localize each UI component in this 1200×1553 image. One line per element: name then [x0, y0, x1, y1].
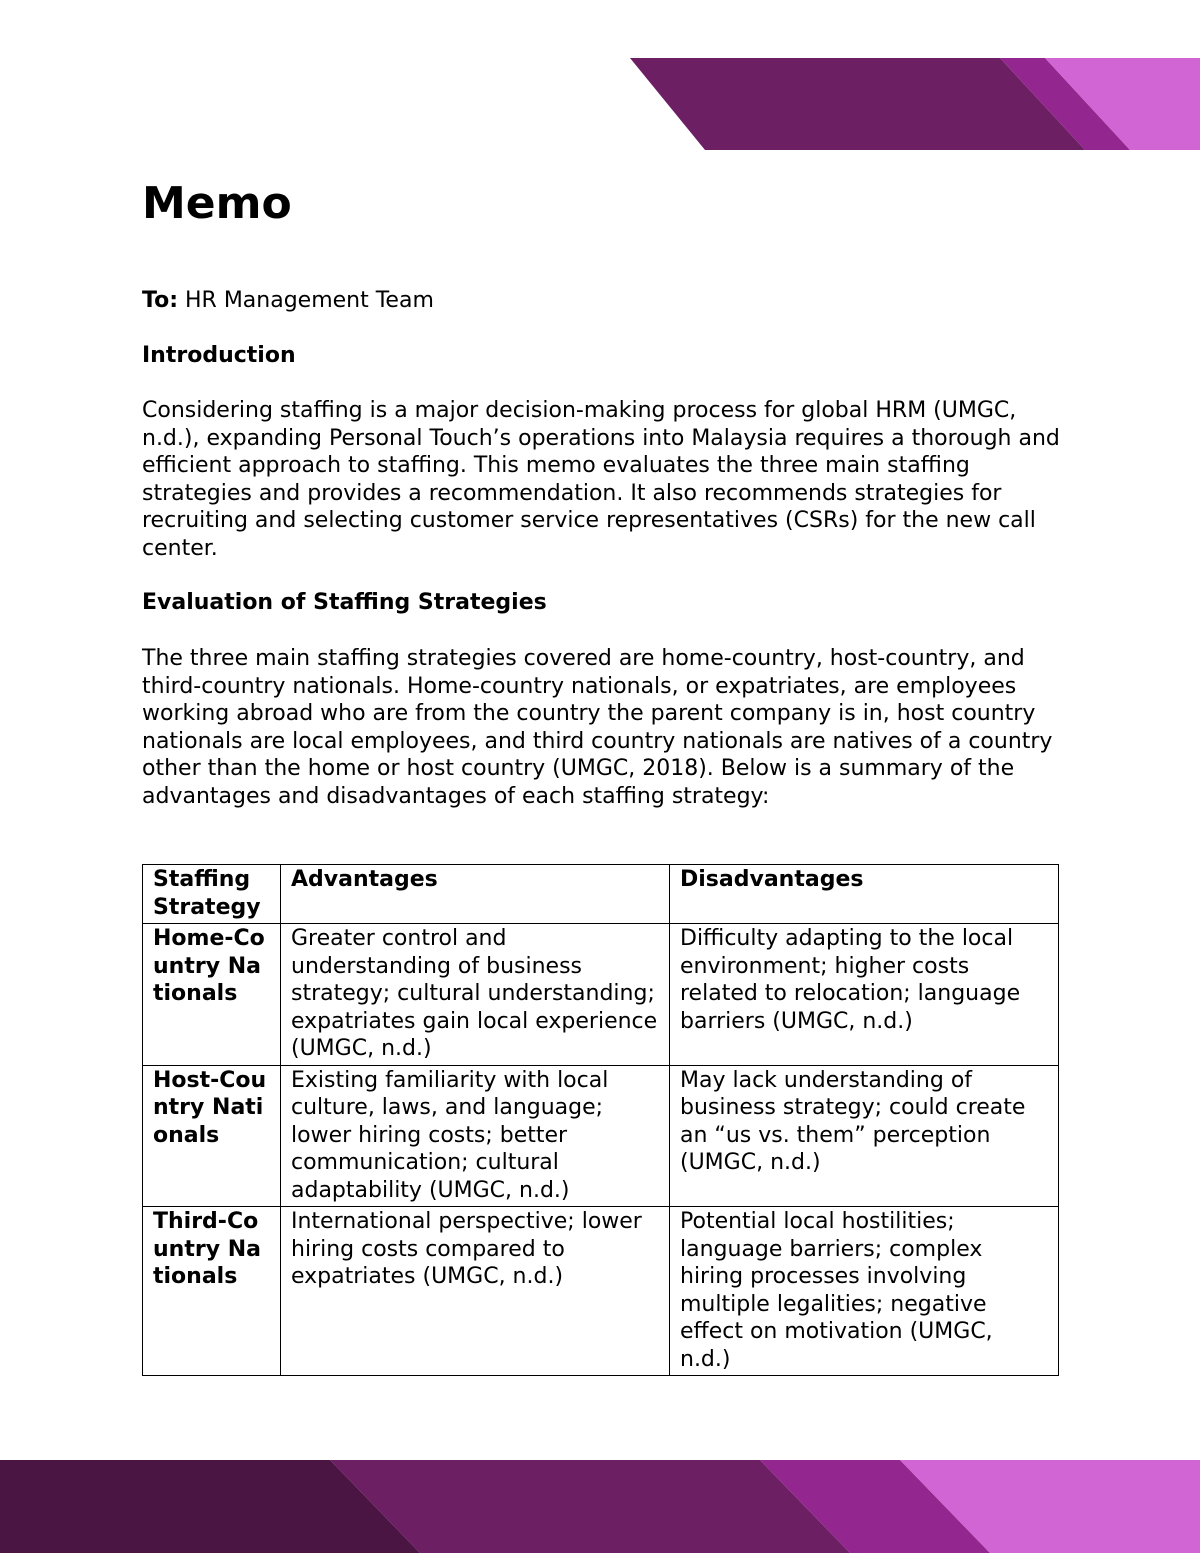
table-row	[143, 1065, 1059, 1207]
advantages-cell: Existing familiarity with local culture, laws, and language; lower hiring costs; better communication; cultural adaptability (UMGC, n.d.)	[281, 1065, 670, 1207]
disadvantages-cell: Difficulty adapting to the local environment; higher costs related to relocation; language barriers (UMGC, n.d.)	[670, 924, 1059, 1066]
to-value: HR Management Team	[178, 288, 434, 313]
staffing-strategies-table	[142, 864, 1059, 1376]
strategy-cell: Host-Country Nationals	[143, 1065, 281, 1207]
header-disadvantages: Disadvantages	[670, 865, 1059, 924]
disadvantages-cell: Potential local hostilities; language barriers; complex hiring processes involving multiple legalities; negative effect on motivation (UMGC, n.d.)	[670, 1207, 1059, 1376]
header-advantages: Advantages	[281, 865, 670, 924]
bottom-band-plum	[330, 1460, 850, 1553]
evaluation-paragraph: The three main staffing strategies covered are home-country, host-country, and third-country nationals. Home-country nationals, or expatriates, are employees working abroad who are from the country the parent company is in, host country nationals are local employees, and third country nationals are natives of a country other than the home or host country (UMGC, 2018). Below is a summary of the advantages and disadvantages of each staffing strategy:	[142, 646, 1053, 809]
advantages-cell: International perspective; lower hiring costs compared to expatriates (UMGC, n.d.)	[281, 1207, 670, 1376]
table-row	[143, 1207, 1059, 1376]
strategy-cell: Home-Country Nationals	[143, 924, 281, 1066]
introduction-paragraph: Considering staffing is a major decision-making process for global HRM (UMGC, n.d.), expanding Personal Touch’s operations into Malaysia requires a thorough and efficient approach to staffing. This memo evaluates the three main staffing strategies and provides a recommendation. It also recommends strategies for recruiting and selecting customer service representatives (CSRs) for the new call center.	[142, 398, 1060, 561]
memo-title: Memo	[142, 178, 292, 229]
to-label: To:	[142, 288, 178, 313]
evaluation-heading: Evaluation of Staffing Strategies	[142, 590, 547, 615]
header-staffing-strategy: Staffing Strategy	[143, 865, 281, 924]
introduction-heading: Introduction	[142, 343, 296, 368]
strategy-cell: Third-Country Nationals	[143, 1207, 281, 1376]
table-header-row	[143, 865, 1059, 924]
table-row	[143, 924, 1059, 1066]
to-line	[142, 287, 1072, 315]
advantages-cell: Greater control and understanding of business strategy; cultural understanding; expatriates gain local experience (UMGC, n.d.)	[281, 924, 670, 1066]
disadvantages-cell: May lack understanding of business strategy; could create an “us vs. them” perception (UMGC, n.d.)	[670, 1065, 1059, 1207]
